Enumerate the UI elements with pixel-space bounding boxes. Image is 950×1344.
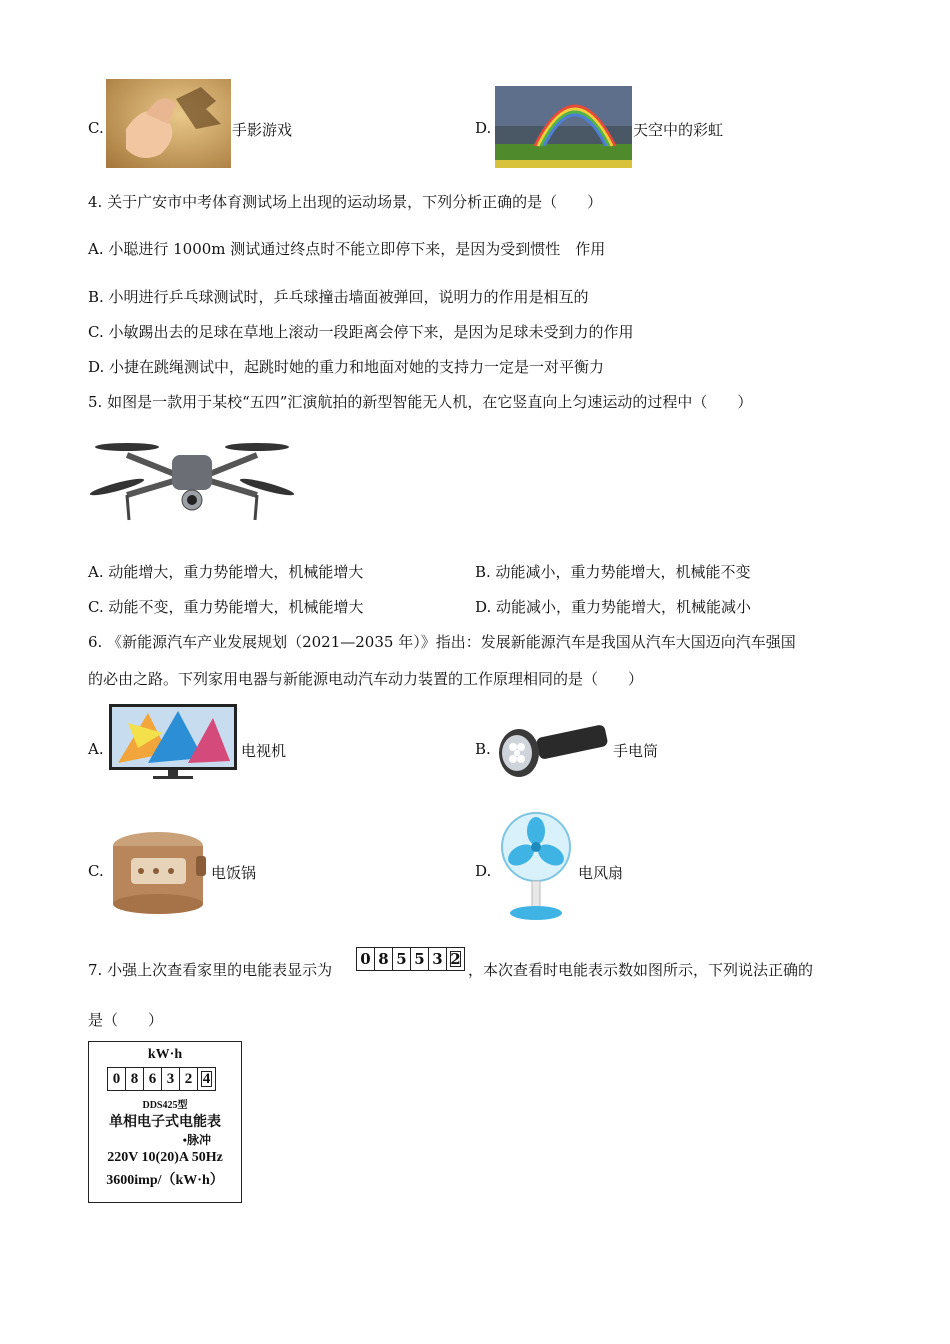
tv-image (108, 703, 238, 781)
q3-option-c-letter: C. (88, 119, 104, 137)
prev-digit-decimal: 2 (447, 948, 464, 970)
prev-digit: 3 (429, 948, 447, 970)
meter-model: DDS425型 (142, 1100, 188, 1111)
q6-option-d-label: 电风扇 (578, 864, 624, 882)
q4-option-b: B. 小明进行乒乓球测试时，乒乓球撞击墙面被弹回，说明力的作用是相互的 (88, 288, 589, 306)
electric-fan-image (497, 811, 575, 922)
meter-digit: 2 (180, 1068, 198, 1090)
current-meter-reading (107, 1067, 216, 1091)
prev-digit: 8 (375, 948, 393, 970)
q6-option-a-letter: A. (88, 740, 104, 758)
q7-stem-post: ，本次查看时电能表示数如图所示，下列说法正确的 (468, 961, 814, 979)
q6-option-b-letter: B. (475, 740, 491, 758)
meter-digit: 6 (144, 1068, 162, 1090)
q7-stem-pre: 7. 小强上次查看家里的电能表显示为 (88, 961, 333, 979)
q6-option-b-label: 手电筒 (613, 742, 659, 760)
meter-spec-pulses: 3600imp/（kW·h） (106, 1173, 224, 1188)
q6-option-d-letter: D. (475, 862, 492, 880)
flashlight-image (497, 713, 610, 780)
prev-digit: 5 (393, 948, 411, 970)
q7-stem-line2: 是（ ） (88, 1011, 164, 1029)
q4-option-a: A. 小聪进行 1000m 测试通过终点时不能立即停下来，是因为受到惯性 作用 (88, 240, 606, 258)
q5-stem: 5. 如图是一款用于某校“五四”汇演航拍的新型智能无人机，在它竖直向上匀速运动的过程中（ ） (88, 393, 753, 411)
meter-pulse-label: •脉冲 (182, 1133, 211, 1147)
meter-digit: 0 (108, 1068, 126, 1090)
q5-option-b: B. 动能减小，重力势能增大，机械能不变 (475, 563, 751, 581)
meter-digit: 8 (126, 1068, 144, 1090)
meter-digit: 3 (162, 1068, 180, 1090)
q5-option-a: A. 动能增大，重力势能增大，机械能增大 (88, 563, 364, 581)
prev-digit: 5 (411, 948, 429, 970)
meter-unit: kW·h (147, 1047, 183, 1062)
q4-stem: 4. 关于广安市中考体育测试场上出现的运动场景，下列分析正确的是（ ） (88, 193, 603, 211)
q6-stem-line1: 6. 《新能源汽车产业发展规划（2021—2035 年）》指出：发展新能源汽车是我国从汽车大国迈向汽车强国 (88, 633, 796, 651)
q6-option-c-label: 电饭锅 (211, 864, 257, 882)
rainbow-image (495, 86, 632, 168)
q4-option-c: C. 小敏踢出去的足球在草地上滚动一段距离会停下来，是因为足球未受到力的作用 (88, 323, 634, 341)
q6-option-c-letter: C. (88, 862, 104, 880)
hand-shadow-image (106, 79, 231, 168)
rice-cooker-image (106, 826, 209, 918)
q3-option-d-label: 天空中的彩虹 (633, 121, 724, 139)
meter-digit-decimal: 4 (198, 1068, 215, 1090)
drone-image (87, 425, 297, 527)
q5-option-d: D. 动能减小，重力势能增大，机械能减小 (475, 598, 752, 616)
prev-meter-reading (356, 947, 465, 971)
prev-digit: 0 (357, 948, 375, 970)
q3-option-c-label: 手影游戏 (232, 121, 293, 139)
q4-option-d: D. 小捷在跳绳测试中，起跳时她的重力和地面对她的支持力一定是一对平衡力 (88, 358, 605, 376)
q6-stem-line2: 的必由之路。下列家用电器与新能源电动汽车动力装置的工作原理相同的是（ ） (88, 670, 644, 688)
meter-spec-voltage: 220V 10(20)A 50Hz (107, 1150, 223, 1165)
meter-name: 单相电子式电能表 (109, 1115, 221, 1130)
energy-meter-figure (88, 1041, 242, 1203)
q5-option-c: C. 动能不变，重力势能增大，机械能增大 (88, 598, 364, 616)
q6-option-a-label: 电视机 (241, 742, 287, 760)
q3-option-d-letter: D. (475, 119, 492, 137)
